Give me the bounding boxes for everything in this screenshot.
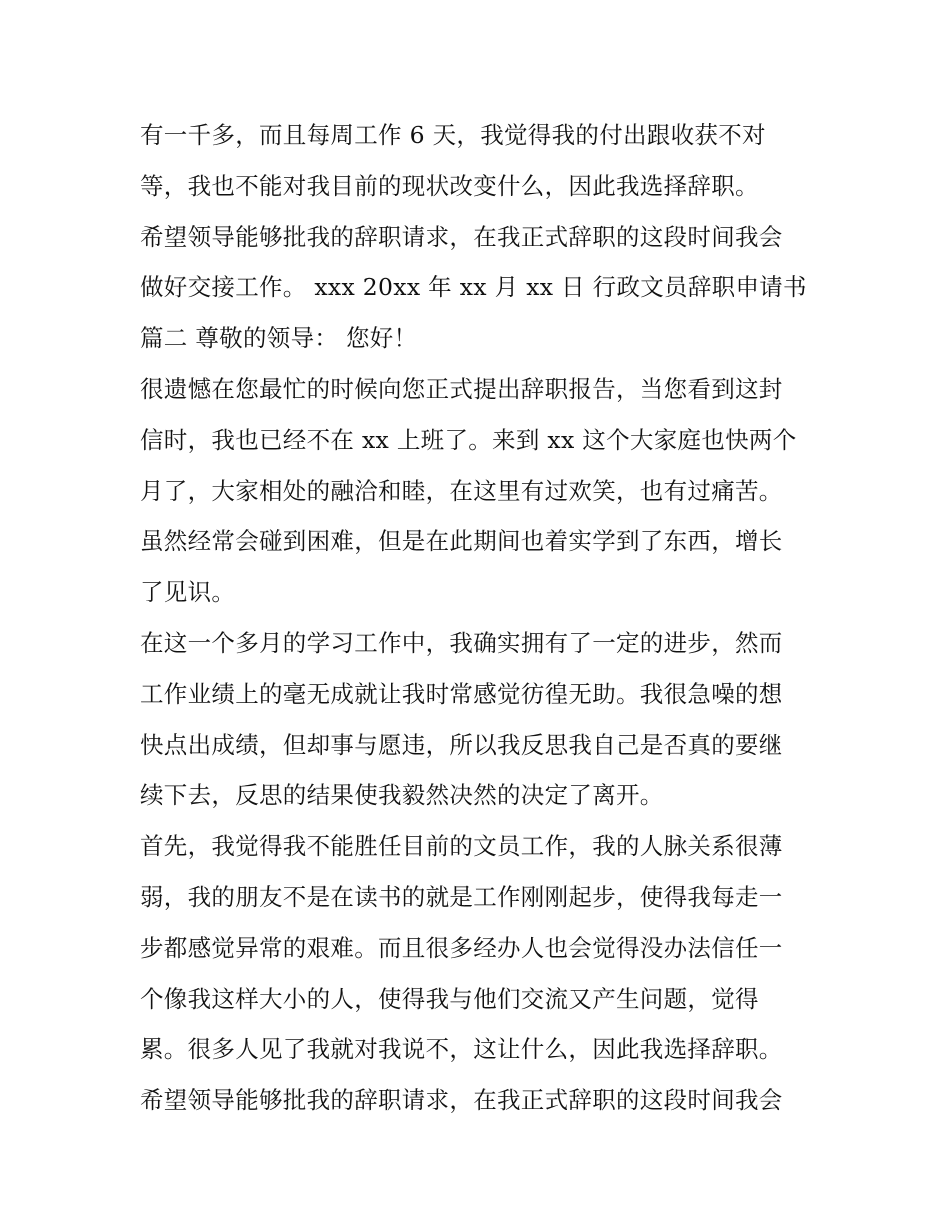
- text-line: 首先，我觉得我不能胜任目前的文员工作，我的人脉关系很薄: [140, 832, 783, 861]
- text-line: 希望领导能够批我的辞职请求，在我正式辞职的这段时间我会: [140, 222, 783, 251]
- text-line: 篇二 尊敬的领导： 您好！: [140, 324, 418, 353]
- text-line: 做好交接工作。 xxx 20xx 年 xx 月 xx 日 行政文员辞职申请书: [140, 273, 807, 302]
- text-line: 个像我这样大小的人，使得我与他们交流又产生问题，觉得: [140, 984, 759, 1013]
- body-text: [140, 110, 820, 1126]
- text-line: 有一千多，而且每周工作 6 天，我觉得我的付出跟收获不对: [140, 121, 766, 149]
- text-line: 虽然经常会碰到困难，但是在此期间也着实学到了东西，增长: [140, 527, 783, 556]
- text-line: 累。很多人见了我就对我说不，这让什么，因此我选择辞职。: [140, 1035, 783, 1064]
- text-line: 续下去，反思的结果使我毅然决然的决定了离开。: [140, 781, 664, 810]
- text-line: 等，我也不能对我目前的现状改变什么，因此我选择辞职。: [140, 171, 759, 200]
- text-line: 快点出成绩，但却事与愿违，所以我反思我自己是否真的要继: [140, 730, 783, 759]
- text-line: 月了，大家相处的融洽和睦，在这里有过欢笑，也有过痛苦。: [140, 476, 783, 505]
- text-line: 很遗憾在您最忙的时候向您正式提出辞职报告，当您看到这封: [140, 374, 783, 403]
- text-line: 在这一个多月的学习工作中，我确实拥有了一定的进步，然而: [140, 628, 783, 657]
- text-line: 工作业绩上的毫无成就让我时常感觉彷徨无助。我很急噪的想: [140, 679, 783, 708]
- text-line: 弱，我的朋友不是在读书的就是工作刚刚起步，使得我每走一: [140, 882, 783, 911]
- text-line: 步都感觉异常的艰难。而且很多经办人也会觉得没办法信任一: [140, 933, 783, 962]
- text-line: 希望领导能够批我的辞职请求，在我正式辞职的这段时间我会: [140, 1086, 783, 1115]
- text-line: 信时，我也已经不在 xx 上班了。来到 xx 这个大家庭也快两个: [140, 425, 797, 454]
- text-line: 了见识。: [140, 578, 236, 607]
